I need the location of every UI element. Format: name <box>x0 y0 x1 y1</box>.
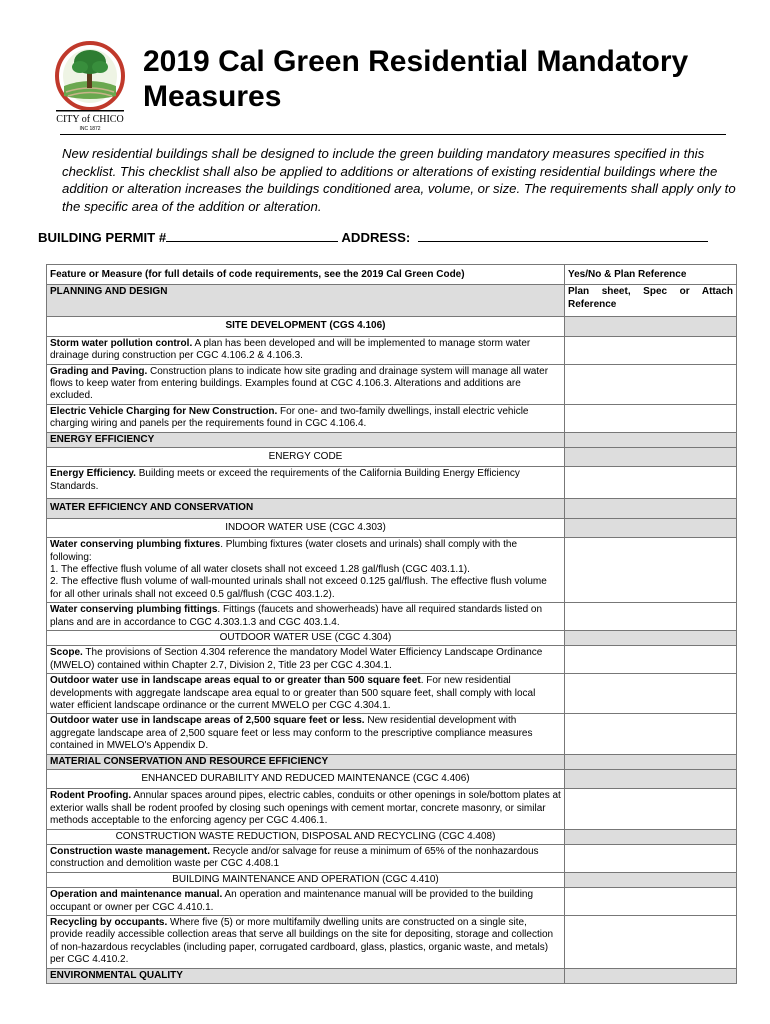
indoor-water-ref-cell <box>565 518 737 537</box>
energy-code-heading: ENERGY CODE <box>47 448 565 467</box>
plumbing-fittings-item: Water conserving plumbing fittings. Fittings (faucets and showerheads) have all required standards listed on plans and are in accordance to CGC 4.303.1.3 and CGC 403.1.4. <box>47 603 565 631</box>
environmental-quality-heading: ENVIRONMENTAL QUALITY <box>47 968 565 983</box>
table-row <box>47 845 737 873</box>
table-row <box>47 888 737 916</box>
waste-reduction-heading: CONSTRUCTION WASTE REDUCTION, DISPOSAL AND RECYCLING (CGC 4.408) <box>47 829 565 844</box>
material-conservation-row <box>47 754 737 769</box>
plumbing-fixtures-ref-input[interactable] <box>565 538 737 603</box>
title-line-2: Measures <box>143 80 282 113</box>
table-row <box>47 789 737 829</box>
site-development-heading: SITE DEVELOPMENT (CGS 4.106) <box>47 317 565 336</box>
table-row <box>47 467 737 499</box>
plumbing-fittings-ref-input[interactable] <box>565 603 737 631</box>
environmental-quality-ref-cell <box>565 968 737 983</box>
environmental-quality-row <box>47 968 737 983</box>
energy-code-ref-cell <box>565 448 737 467</box>
scope-item: Scope. The provisions of Section 4.304 reference the mandatory Model Water Efficiency Landscape Ordinance (MWELO) contained within Chapter 2.7, Division 2, Title 23 per CGC 4.304.1. <box>47 646 565 674</box>
om-manual-item: Operation and maintenance manual. An operation and maintenance manual will be provided to the building occupant or owner per CGC 4.410.1. <box>47 888 565 916</box>
permit-address-line <box>38 230 738 245</box>
ev-charging-item: Electric Vehicle Charging for New Construction. For one- and two-family dwellings, install electric vehicle charging wiring and panels per the requirements found in CGC 4.106.4. <box>47 404 565 432</box>
grading-paving-ref-input[interactable] <box>565 364 737 404</box>
city-of-chico-logo <box>52 40 128 132</box>
energy-efficiency-ref-cell <box>565 432 737 447</box>
title-divider <box>60 134 726 135</box>
building-maintenance-row <box>47 872 737 887</box>
intro-paragraph: New residential buildings shall be designed to include the green building mandatory measures specified in this checklist. This checklist shall also be applied to additions or alterations of existing residential buildings where the addition or alteration increases the buildings conditioned area, volume, or size. The requirements shall apply only to the specific area of the addition or alteration. <box>62 146 736 214</box>
rodent-proofing-ref-input[interactable] <box>565 789 737 829</box>
building-maintenance-ref-cell <box>565 872 737 887</box>
recycling-occupants-ref-input[interactable] <box>565 916 737 969</box>
water-efficiency-ref-cell <box>565 499 737 518</box>
table-row <box>47 646 737 674</box>
indoor-water-row <box>47 518 737 537</box>
om-manual-ref-input[interactable] <box>565 888 737 916</box>
outdoor-2500-item: Outdoor water use in landscape areas of 2,500 square feet or less. New residential development with aggregate landscape area of 2,500 square feet or less may conform to the prescriptive compliance measures contained in MWELO's Appendix D. <box>47 714 565 754</box>
durability-ref-cell <box>565 770 737 789</box>
material-conservation-heading: MATERIAL CONSERVATION AND RESOURCE EFFICIENCY <box>47 754 565 769</box>
storm-water-item: Storm water pollution control. A plan has been developed and will be implemented to manage storm water drainage during construction per CGC 4.106.2 & 4.106.3. <box>47 336 565 364</box>
water-efficiency-row <box>47 499 737 518</box>
feature-column-header: Feature or Measure (for full details of code requirements, see the 2019 Cal Green Code) <box>47 265 565 285</box>
logo-subtext: INC 1872 <box>79 126 101 132</box>
address-label: ADDRESS: <box>341 230 411 245</box>
outdoor-500-ref-input[interactable] <box>565 674 737 714</box>
permit-label: BUILDING PERMIT # <box>38 230 167 245</box>
checklist-table <box>46 264 737 984</box>
waste-management-item: Construction waste management. Recycle and/or salvage for reuse a minimum of 65% of the nonhazardous construction and demolition waste per CGC 4.408.1 <box>47 845 565 873</box>
site-development-row <box>47 317 737 336</box>
table-row <box>47 674 737 714</box>
planning-row <box>47 285 737 317</box>
durability-heading: ENHANCED DURABILITY AND REDUCED MAINTENANCE (CGC 4.406) <box>47 770 565 789</box>
rodent-proofing-item: Rodent Proofing. Annular spaces around pipes, electric cables, conduits or other openings in sole/bottom plates at exterior walls shall be rodent proofed by closing such openings with cement mortar, concrete masonry, or similar methods acceptable to the enforcing agency per CGC 4.406.1. <box>47 789 565 829</box>
material-conservation-ref-cell <box>565 754 737 769</box>
reference-column-header: Yes/No & Plan Reference <box>565 265 737 285</box>
permit-number-field[interactable] <box>166 230 338 242</box>
table-row <box>47 603 737 631</box>
grading-paving-item: Grading and Paving. Construction plans to indicate how site grading and drainage system will manage all water flows to keep water from entering buildings. Examples found at CGC 4.106.3. Alterations and additions are excluded. <box>47 364 565 404</box>
water-efficiency-heading: WATER EFFICIENCY AND CONSERVATION <box>47 499 565 518</box>
logo-text: CITY of CHICO <box>56 114 124 125</box>
city-seal-icon <box>52 40 128 132</box>
site-development-ref-cell <box>565 317 737 336</box>
scope-ref-input[interactable] <box>565 646 737 674</box>
outdoor-water-row <box>47 630 737 645</box>
energy-efficiency-item: Energy Efficiency. Building meets or exceed the requirements of the California Building Energy Efficiency Standards. <box>47 467 565 499</box>
building-maintenance-heading: BUILDING MAINTENANCE AND OPERATION (CGC 4.410) <box>47 872 565 887</box>
energy-efficiency-ref-input[interactable] <box>565 467 737 499</box>
table-row <box>47 404 737 432</box>
plumbing-fixtures-item: Water conserving plumbing fixtures. Plumbing fixtures (water closets and urinals) shall comply with the following: 1. The effective flush volume of all water closets shall not exceed 1.28 gal/flush (CGC 403.1.1). 2. The effective flush volume of wall-mounted urinals shall not exceed 0.125 gal/flush. The effective flush volume for all other urinals shall not exceed 0.5 gal/flush (CGC 403.1.2). <box>47 538 565 603</box>
storm-water-ref-input[interactable] <box>565 336 737 364</box>
waste-management-ref-input[interactable] <box>565 845 737 873</box>
outdoor-water-heading: OUTDOOR WATER USE (CGC 4.304) <box>47 630 565 645</box>
ev-charging-ref-input[interactable] <box>565 404 737 432</box>
durability-row <box>47 770 737 789</box>
planning-reference: Plan sheet, Spec or Attach Reference <box>565 285 737 317</box>
indoor-water-heading: INDOOR WATER USE (CGC 4.303) <box>47 518 565 537</box>
table-row <box>47 916 737 969</box>
planning-design-heading: PLANNING AND DESIGN <box>47 285 565 317</box>
table-row <box>47 714 737 754</box>
outdoor-500-item: Outdoor water use in landscape areas equal to or greater than 500 square feet. For new residential developments with aggregate landscape area equal to or greater than 500 square feet, shall comply with local water efficient landscape ordinance or the current MWELO per CGC 4.304.1. <box>47 674 565 714</box>
waste-reduction-ref-cell <box>565 829 737 844</box>
recycling-occupants-item: Recycling by occupants. Where five (5) or more multifamily dwelling units are constructed on a single site, provide readily accessible collection areas that serve all buildings on the site for depositing, storage and collection of non-hazardous recyclables (including paper, corrugated cardboard, glass, plastics, organic waste, and metals) per CGC 4.410.2. <box>47 916 565 969</box>
waste-reduction-row <box>47 829 737 844</box>
table-row <box>47 364 737 404</box>
address-field[interactable] <box>418 230 708 242</box>
outdoor-water-ref-cell <box>565 630 737 645</box>
table-row <box>47 538 737 603</box>
table-row <box>47 336 737 364</box>
energy-code-row <box>47 448 737 467</box>
page-title <box>143 44 743 114</box>
outdoor-2500-ref-input[interactable] <box>565 714 737 754</box>
energy-efficiency-heading: ENERGY EFFICIENCY <box>47 432 565 447</box>
title-line-1: 2019 Cal Green Residential Mandatory <box>143 45 689 78</box>
table-header-row <box>47 265 737 285</box>
energy-efficiency-row <box>47 432 737 447</box>
